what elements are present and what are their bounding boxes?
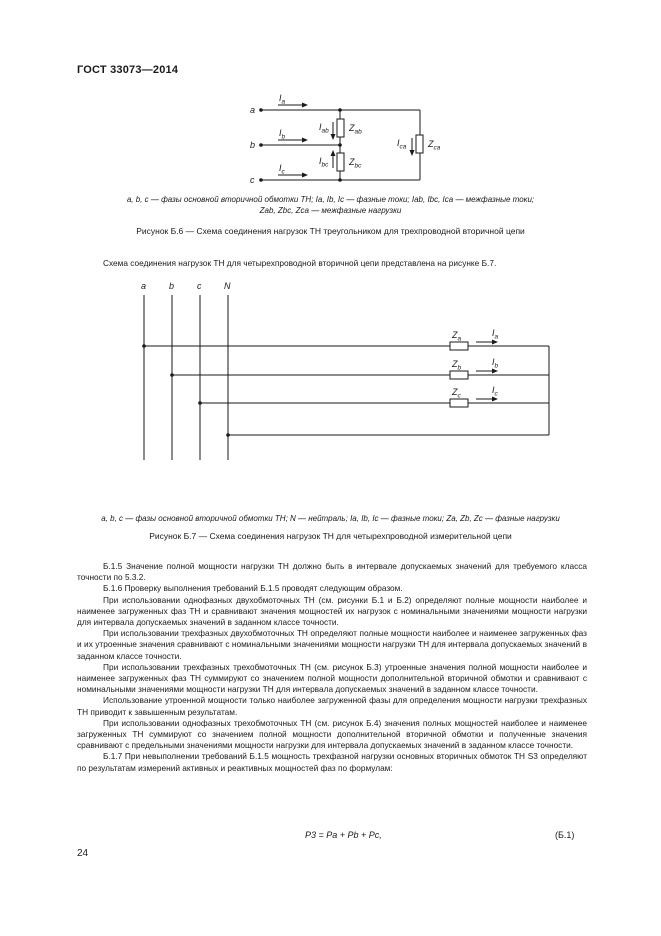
node-label-b: b [250,140,256,150]
bus-label-a: a [141,281,147,291]
current-label-c: $I_c$ [279,163,285,176]
impedance-ca: $Z_{ca}$ [428,139,441,152]
figure-b7-diagram [0,0,661,460]
load-label-c: $Z_c$ [452,387,461,400]
impedance-ab: $Z_{ab}$ [349,123,362,136]
node-label-c: c [250,175,255,185]
body-text [77,561,587,774]
node-label-a: a [250,105,256,115]
document-header: ГОСТ 33073—2014 [77,64,179,76]
phase-current-c: $I_c$ [492,385,498,398]
formula-number: (Б.1) [555,830,575,840]
paragraph-single-phase-two-winding: При использовании однофазных двухобмоточных ТН (см. рисунки Б.1 и Б.2) определяют полные мощности наиболее и наименее загруженных фаз ТН и сравнивают значения мощностей их нагрузок с номинальными значениями мощности нагрузки для интервала допускаемых значений в заданном классе точности. [77,594,587,628]
figure-b7-legend: a, b, c — фазы основной вторичной обмотки ТН; N — нейтраль; Ia, Ib, Ic — фазные токи; Za, Zb, Zc — фазные нагрузки [101,514,560,523]
page-number: 24 [77,848,89,859]
figure-b7-caption: Рисунок Б.7 — Схема соединения нагрузок ТН для четырехпроводной измерительной цепи [149,531,512,541]
paragraph-three-phase-two-winding: При использовании трехфазных двухобмоточных ТН определяют полные мощности наиболее и наименее загруженных фаз и их утроенные значения сравнивают с номинальными значениями мощности нагрузки ТН для интервала допускаемых значений в заданном классе точности. [77,628,587,661]
paragraph-b1-5: Б.1.5 Значение полной мощности нагрузки ТН должно быть в интервале допускаемых значений для требуемого класса точности по 5.3.2. [77,561,587,583]
phase-current-b: $I_b$ [492,357,499,370]
bus-label-n: N [224,281,231,291]
bus-label-b: b [169,281,175,291]
branch-current-bc: $I_{bc}$ [319,156,329,169]
branch-current-ca: $I_{ca}$ [397,138,407,151]
paragraph-tripled-power: Использование утроенной мощности только наиболее загруженной фазы для определения мощности нагрузки трехфазных ТН приводит к завышенным результатам. [77,695,587,717]
current-label-a: $I_a$ [279,93,286,106]
impedance-bc: $Z_{bc}$ [349,157,362,170]
figure-b6-legend-line1: a, b, c — фазы основной вторичной обмотки ТН; Ia, Ib, Ic — фазные токи; Iab, Ibc, Ica — межфазные токи; [126,195,535,204]
paragraph-b1-6: Б.1.6 Проверку выполнения требований Б.1.5 проводят следующим образом. [103,583,403,594]
load-label-a: $Z_a$ [452,330,462,343]
paragraph-b1-7: Б.1.7 При невыполнении требований Б.1.5 мощность трехфазной нагрузки основных вторичных обмоток ТН S3 определяют по результатам измерений активных и реактивных мощностей фаз по формулам: [77,751,587,773]
intro-text: Схема соединения нагрузок ТН для четырехпроводной вторичной цепи представлена на рисунке Б.7. [103,258,497,268]
load-label-b: $Z_b$ [452,359,462,372]
current-label-b: $I_b$ [279,128,286,141]
figure-b6-legend-line2: Zab, Zbc, Zca — межфазные нагрузки [259,206,402,215]
paragraph-three-phase-three-winding: При использовании трехфазных трехобмоточных ТН (см. рисунок Б.3) утроенные значения полной мощности наиболее и наименее загруженных фаз ТН суммируют со значением полной мощности дополнительной вторичной обмотки и сравнивают с номинальными значениями мощности нагрузки ТН для интервала допускаемых значений в заданном классе точности. [77,661,587,695]
bus-label-c: c [197,281,202,291]
paragraph-single-phase-three-winding: При использовании однофазных трехобмоточных ТН (см. рисунок Б.4) значения полных мощностей наиболее и наименее загруженных ТН суммируют со значением полной мощности дополнительной вторичной обмотки и полученные значения сравнивают с предельными значениями мощности нагрузки для интервала допускаемых значений в заданном классе точности. [77,717,587,751]
phase-current-a: $I_a$ [492,328,499,341]
branch-current-ab: $I_{ab}$ [319,122,329,135]
formula-b1: P3 = Pa + Pb + Pc, [305,830,382,840]
figure-b6-caption: Рисунок Б.6 — Схема соединения нагрузок ТН треугольником для трехпроводной вторичной цепи [136,226,525,236]
